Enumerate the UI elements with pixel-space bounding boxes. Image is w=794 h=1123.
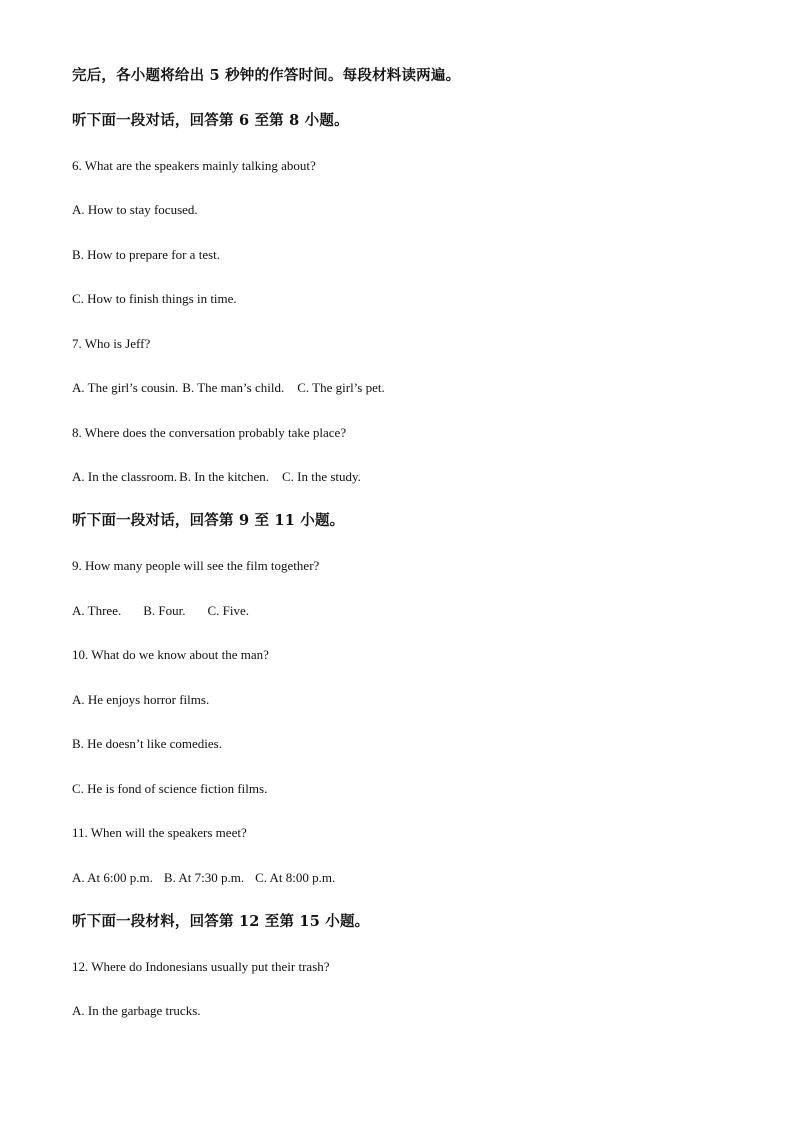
section-intro-text: 完后，各小题将给出 5 秒钟的作答时间。每段材料读两遍。: [72, 67, 461, 84]
question-8-options: [72, 467, 361, 487]
question-7-option-c: C. The girl’s pet.: [297, 380, 385, 395]
question-8-option-a: A. In the classroom.: [72, 469, 178, 484]
question-8: 8. Where does the conversation probably take place?: [72, 425, 347, 440]
question-11-option-c: C. At 8:00 p.m.: [255, 870, 336, 885]
question-9: 9. How many people will see the film together?: [72, 558, 320, 573]
question-10-option-b: B. He doesn’t like comedies.: [72, 736, 222, 751]
question-11: 11. When will the speakers meet?: [72, 825, 247, 840]
section-heading-9-11: 听下面一段对话，回答第 9 至 11 小题。: [72, 512, 345, 529]
question-10-option-a: A. He enjoys horror films.: [72, 692, 210, 707]
question-6-option-a: A. How to stay focused.: [72, 202, 198, 217]
question-11-options: [72, 868, 335, 888]
question-8-option-b: B. In the kitchen.: [179, 469, 269, 484]
question-11-option-a: A. At 6:00 p.m.: [72, 870, 153, 885]
question-6: 6. What are the speakers mainly talking about?: [72, 158, 316, 173]
question-12-option-a: A. In the garbage trucks.: [72, 1003, 201, 1018]
section-heading-6-8: 听下面一段对话，回答第 6 至第 8 小题。: [72, 112, 349, 129]
question-6-option-c: C. How to finish things in time.: [72, 291, 237, 306]
question-11-option-b: B. At 7:30 p.m.: [163, 870, 245, 885]
question-7-option-b: B. The man’s child.: [182, 380, 285, 395]
question-9-options: [72, 601, 249, 621]
section-heading-12-15: 听下面一段材料，回答第 12 至第 15 小题。: [72, 913, 370, 930]
question-7-option-a: A. The girl’s cousin.: [72, 380, 179, 395]
question-7-options: [72, 378, 385, 398]
question-7: 7. Who is Jeff?: [72, 336, 151, 351]
question-8-option-c: C. In the study.: [281, 469, 361, 484]
question-10-option-c: C. He is fond of science fiction films.: [72, 781, 268, 796]
question-10: 10. What do we know about the man?: [72, 647, 269, 662]
question-6-option-b: B. How to prepare for a test.: [72, 247, 221, 262]
question-9-option-c: C. Five.: [207, 603, 250, 618]
question-12: 12. Where do Indonesians usually put their trash?: [72, 959, 330, 974]
question-9-option-b: B. Four.: [143, 603, 186, 618]
question-9-option-a: A. Three.: [72, 603, 122, 618]
